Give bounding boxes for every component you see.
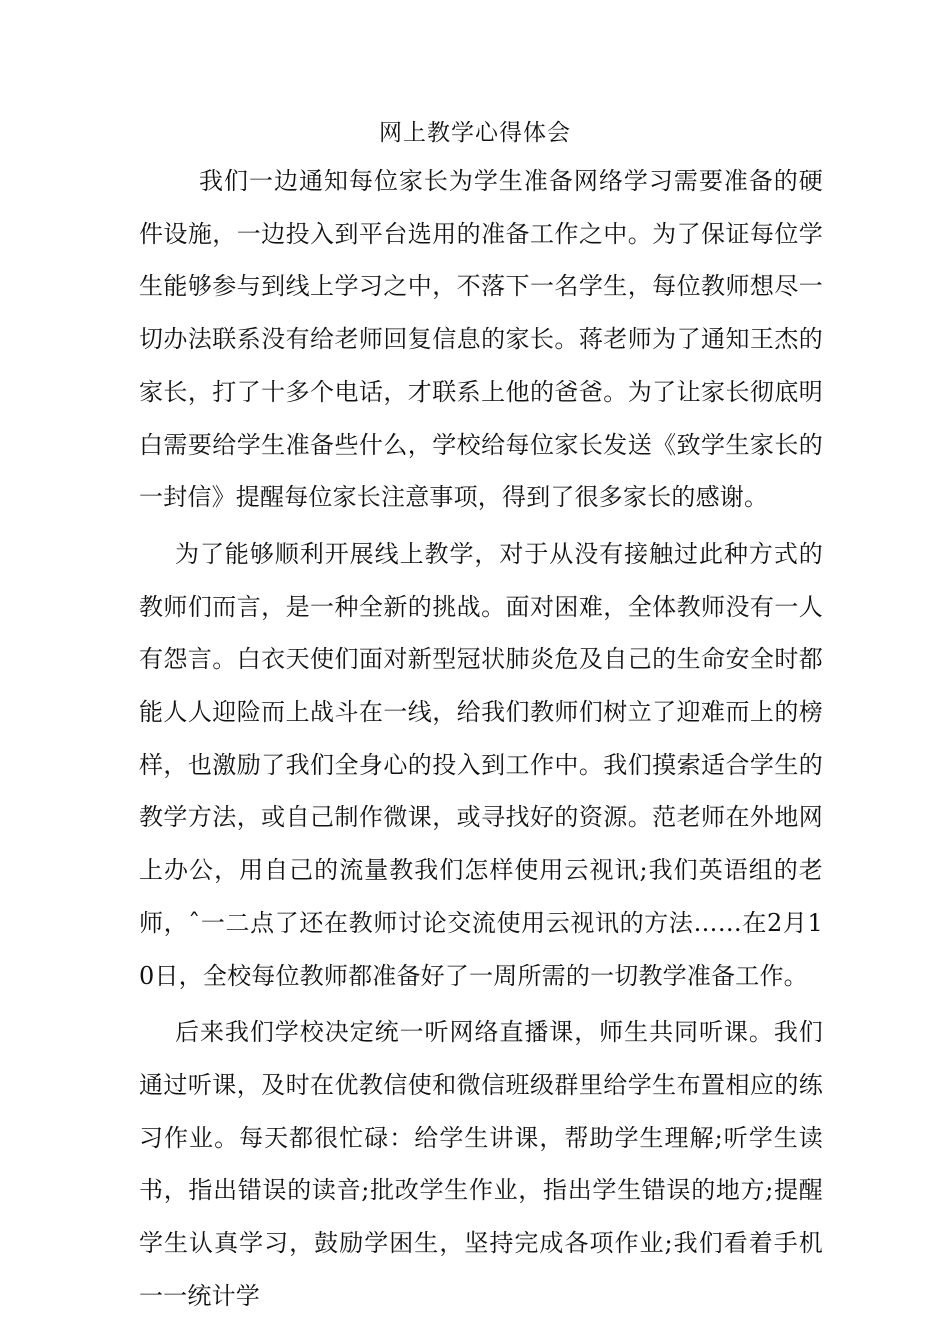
document-body [139, 155, 823, 1326]
paragraph-2: 为了能够顺利开展线上教学，对于从没有接触过此种方式的教师们而言，是一种全新的挑战。面对困难，全体教师没有一人有怨言。白衣天使们面对新型冠状肺炎危及自己的生命安全时都能人人迎险而上战斗在一线，给我们教师们树立了迎难而上的榜样，也激励了我们全身心的投入到工作中。我们摸索适合学生的教学方法，或自己制作微课，或寻找好的资源。范老师在外地网上办公，用自己的流量教我们怎样使用云视讯;我们英语组的老师，ˆ一二点了还在教师讨论交流使用云视讯的方法……在2月10日，全校每位教师都准备好了一周所需的一切教学准备工作。 [139, 539, 823, 990]
paragraph-1: 我们一边通知每位家长为学生准备网络学习需要准备的硬件设施，一边投入到平台选用的准备工作之中。为了保证每位学生能够参与到线上学习之中，不落下一名学生，每位教师想尽一切办法联系没有给老师回复信息的家长。蒋老师为了通知王杰的家长，打了十多个电话，才联系上他的爸爸。为了让家长彻底明白需要给学生准备些什么，学校给每位家长发送《致学生家长的一封信》提醒每位家长注意事项，得到了很多家长的感谢。 [139, 167, 823, 512]
paragraph-3: 后来我们学校决定统一听网络直播课，师生共同听课。我们通过听课，及时在优教信使和微信班级群里给学生布置相应的练习作业。每天都很忙碌：给学生讲课，帮助学生理解;听学生读书，指出错误的读音;批改学生作业，指出学生错误的地方;提醒学生认真学习，鼓励学困生，坚持完成各项作业;我们看着手机一一统计学 [139, 1018, 823, 1310]
document-title: 网上教学心得体会 [379, 120, 571, 146]
